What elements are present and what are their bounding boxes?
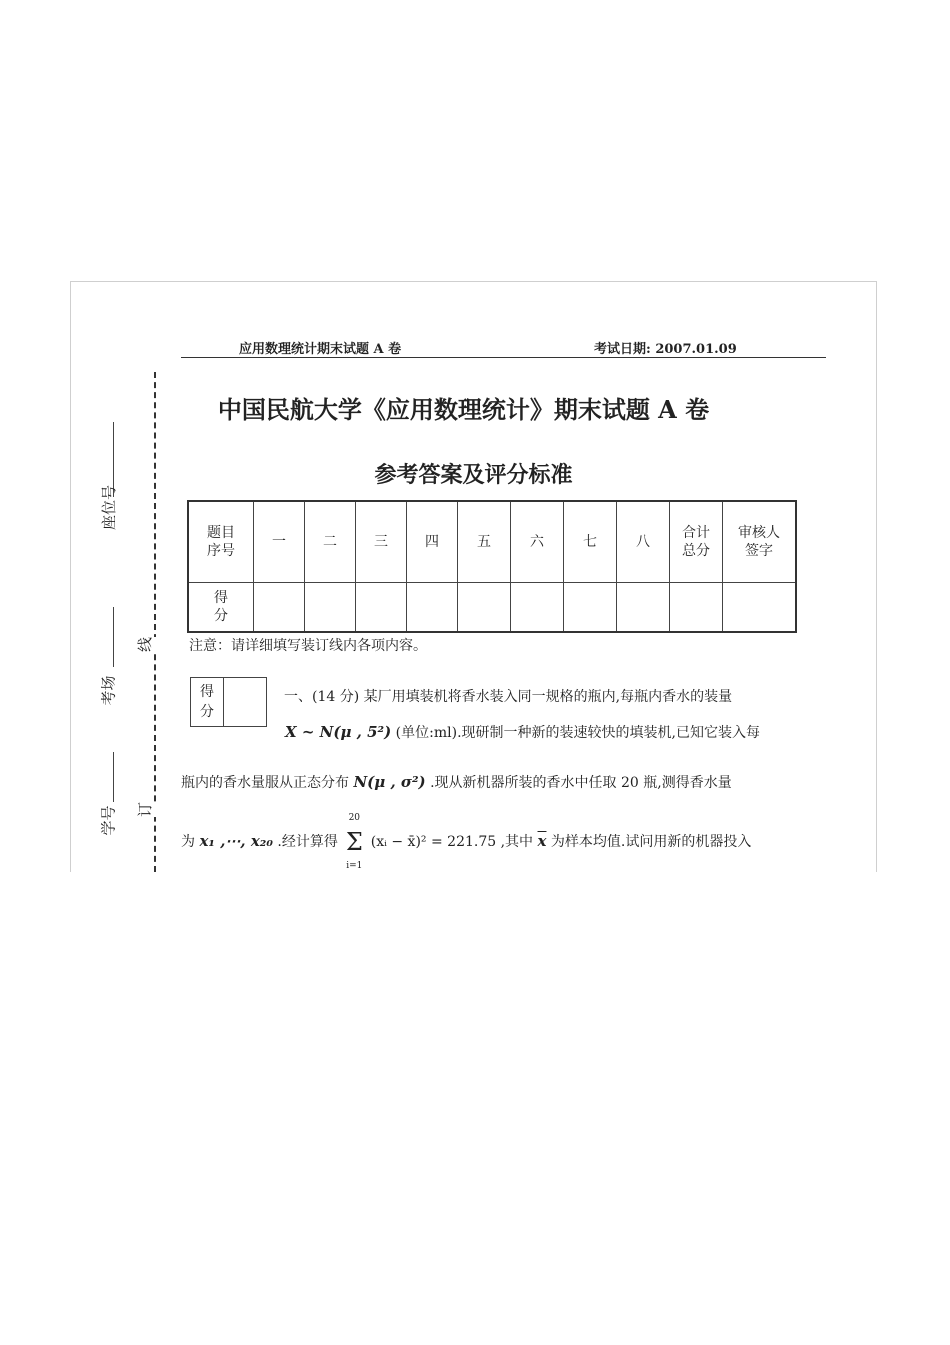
- header-cell: 审核人签字: [723, 501, 797, 583]
- bind-char: 订: [132, 802, 157, 817]
- score-cell[interactable]: [723, 583, 797, 633]
- question-line-4: [181, 813, 752, 871]
- question-line-4-b: .经计算得: [277, 834, 338, 850]
- header-cell: 三: [356, 501, 407, 583]
- score-cell[interactable]: [305, 583, 356, 633]
- notice-text: 注意：请详细填写装订线内各项内容。: [189, 638, 427, 654]
- summation: [344, 813, 364, 871]
- question-line-4-d: 为样本均值.试问用新的机器投入: [550, 834, 752, 850]
- question-score-box: [190, 677, 267, 727]
- header-cell: 合计总分: [670, 501, 723, 583]
- student-id-label: 学号: [99, 805, 118, 836]
- score-cell[interactable]: [617, 583, 670, 633]
- header-cell: 五: [458, 501, 511, 583]
- x-bar: $\overline{x}$: [537, 832, 547, 850]
- question-line-4-c: ,其中: [500, 834, 534, 850]
- header-date: 考试日期: 2007.01.09: [594, 342, 737, 357]
- line-char: 线: [132, 637, 157, 652]
- exam-subtitle: 参考答案及评分标准: [374, 462, 573, 488]
- formula-normal: N(μ , σ²): [353, 773, 426, 791]
- score-cell[interactable]: [356, 583, 407, 633]
- score-cell[interactable]: [564, 583, 617, 633]
- sum-lower-limit: i=1: [346, 861, 363, 871]
- score-cell[interactable]: [511, 583, 564, 633]
- header-cell: 二: [305, 501, 356, 583]
- score-table-header-row: [188, 501, 796, 583]
- exam-paper: [70, 281, 877, 872]
- sum-upper-limit: 20: [348, 813, 361, 823]
- header-left: 应用数理统计期末试题 A 卷: [239, 342, 402, 357]
- header-cell: 四: [407, 501, 458, 583]
- question-line-1: 一、(14 分) 某厂用填装机将香水装入同一规格的瓶内,每瓶内香水的装量: [284, 689, 733, 705]
- header-cell: 题目序号: [188, 501, 254, 583]
- question-line-3: [181, 772, 732, 792]
- header-cell: 七: [564, 501, 617, 583]
- header-cell: 一: [254, 501, 305, 583]
- question-line-3-b: .现从新机器所装的香水中任取 20 瓶,测得香水量: [430, 775, 732, 791]
- score-row-label: 得分: [188, 583, 254, 633]
- formula-x-dist: X ~ N(μ , 5²): [285, 723, 392, 741]
- score-box-label: 得分: [191, 678, 224, 727]
- score-cell[interactable]: [407, 583, 458, 633]
- score-cell[interactable]: [458, 583, 511, 633]
- question-line-2: [285, 722, 760, 742]
- score-cell[interactable]: [670, 583, 723, 633]
- student-id-underline: [113, 752, 114, 802]
- room-label: 考场: [99, 675, 118, 706]
- header-cell: 八: [617, 501, 670, 583]
- score-box-value[interactable]: [224, 678, 267, 727]
- sample-variables: x₁ ,⋯, x₂₀: [199, 832, 273, 850]
- sum-body: (xᵢ − x̄)² = 221.75: [370, 834, 497, 850]
- question-line-4-a: 为: [181, 834, 195, 850]
- score-table: [187, 500, 797, 633]
- room-underline: [113, 607, 114, 667]
- header-cell: 六: [511, 501, 564, 583]
- seat-label: 座位号: [100, 484, 119, 531]
- score-table-score-row: [188, 583, 796, 633]
- score-cell[interactable]: [254, 583, 305, 633]
- question-line-3-a: 瓶内的香水量服从正态分布: [181, 775, 349, 791]
- exam-title: 中国民航大学《应用数理统计》期末试题 A 卷: [217, 395, 710, 424]
- binding-dashed-line: [154, 372, 156, 872]
- sigma-symbol: Σ: [345, 828, 363, 856]
- header-rule: [181, 357, 826, 358]
- question-line-2-text: (单位:ml).现研制一种新的装速较快的填装机,已知它装入每: [395, 725, 760, 741]
